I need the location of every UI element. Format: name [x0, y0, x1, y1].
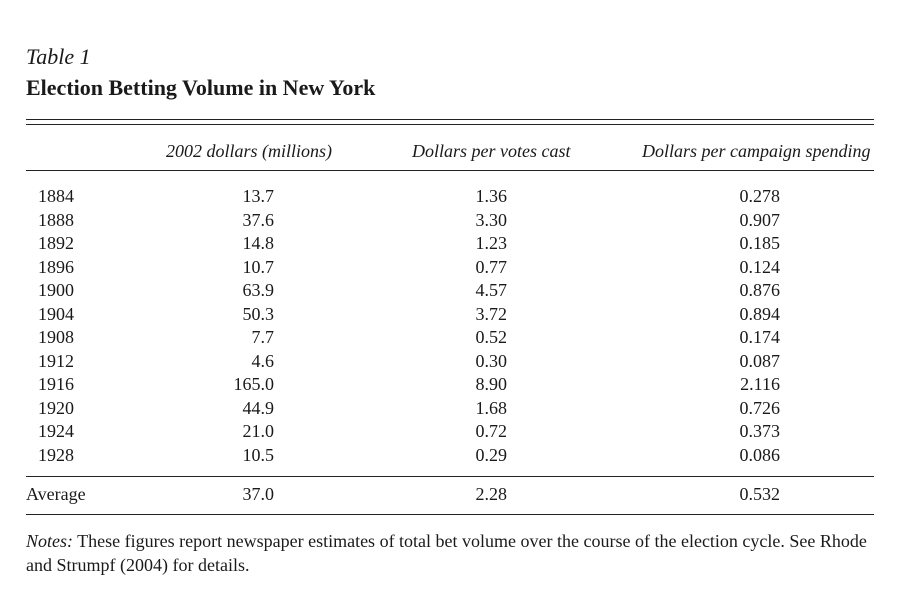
year-cell: 1908 — [38, 327, 74, 347]
header-rule — [26, 170, 874, 171]
notes-label: Notes: — [26, 531, 73, 551]
table-label: Table 1 — [26, 44, 91, 69]
bottom-rule — [26, 514, 874, 515]
table-row — [0, 397, 904, 421]
dollars-millions-cell: 44.9 — [242, 397, 274, 418]
table-row — [0, 303, 904, 327]
year-cell: 1884 — [38, 186, 74, 206]
dollars-per-vote-cell: 0.30 — [475, 350, 507, 371]
table-row — [0, 256, 904, 280]
dollars-millions-cell: 21.0 — [242, 421, 274, 441]
dollars-millions-cell: 165.0 — [233, 374, 274, 394]
table-notes — [26, 529, 886, 577]
notes-text: These figures report newspaper estimates of total bet volume over the course of the election cycle. See Rhode and Strumpf (2004) for details. — [26, 531, 867, 575]
dollars-per-campaign-cell: 0.124 — [739, 256, 780, 277]
average-row — [0, 482, 904, 506]
dollars-millions-cell: 14.8 — [242, 233, 274, 253]
table-row — [0, 232, 904, 256]
dollars-per-campaign-cell: 0.726 — [739, 397, 780, 418]
dollars-millions-cell: 10.7 — [242, 256, 274, 277]
dollars-millions-cell: 10.5 — [242, 444, 274, 465]
table-body — [0, 185, 904, 467]
dollars-millions-cell: 7.7 — [251, 327, 274, 347]
table-title: Election Betting Volume in New York — [26, 75, 376, 100]
dollars-per-campaign-cell: 0.086 — [739, 444, 780, 465]
year-cell: 1912 — [38, 350, 74, 371]
dollars-millions-cell: 50.3 — [242, 303, 274, 324]
table-row — [0, 350, 904, 374]
dollars-per-campaign-cell: 0.373 — [739, 421, 780, 441]
dollars-per-campaign-cell: 0.876 — [739, 280, 780, 300]
dollars-per-vote-cell: 3.72 — [475, 303, 507, 324]
average-label: Average — [26, 484, 86, 504]
dollars-per-campaign-cell: 0.174 — [739, 327, 780, 347]
dollars-per-campaign-cell: 0.087 — [739, 350, 780, 371]
average-dollars-per-campaign: 0.532 — [739, 484, 780, 504]
dollars-per-campaign-cell: 2.116 — [740, 374, 780, 394]
dollars-per-campaign-cell: 0.894 — [739, 303, 780, 324]
dollars-per-campaign-cell: 0.185 — [739, 233, 780, 253]
table-row — [0, 326, 904, 350]
dollars-millions-cell: 4.6 — [251, 350, 274, 371]
year-cell: 1920 — [38, 397, 74, 418]
dollars-millions-cell: 37.6 — [242, 209, 274, 230]
dollars-per-vote-cell: 0.29 — [475, 444, 507, 465]
year-cell: 1896 — [38, 256, 74, 277]
column-header-dollars-per-vote: Dollars per votes cast — [412, 141, 571, 161]
year-cell: 1904 — [38, 303, 74, 324]
column-header-dollars-millions: 2002 dollars (millions) — [166, 141, 333, 161]
year-cell: 1916 — [38, 374, 74, 394]
dollars-per-vote-cell: 1.68 — [475, 397, 507, 418]
dollars-per-vote-cell: 1.36 — [475, 186, 507, 206]
table-row — [0, 209, 904, 233]
table-row — [0, 279, 904, 303]
year-cell: 1892 — [38, 233, 74, 253]
dollars-millions-cell: 63.9 — [242, 280, 274, 300]
average-dollars-millions: 37.0 — [242, 484, 274, 504]
year-cell: 1888 — [38, 209, 74, 230]
dollars-per-vote-cell: 1.23 — [475, 233, 507, 253]
dollars-per-campaign-cell: 0.278 — [739, 186, 780, 206]
column-header-dollars-per-campaign: Dollars per campaign spending — [642, 141, 871, 161]
year-cell: 1900 — [38, 280, 74, 300]
dollars-per-vote-cell: 3.30 — [475, 209, 507, 230]
year-cell: 1928 — [38, 444, 74, 465]
table-row — [0, 444, 904, 468]
dollars-per-campaign-cell: 0.907 — [739, 209, 780, 230]
dollars-per-vote-cell: 0.72 — [475, 421, 507, 441]
average-dollars-per-vote: 2.28 — [475, 484, 507, 504]
table-row — [0, 185, 904, 209]
top-rule — [26, 119, 874, 120]
average-rule — [26, 476, 874, 477]
dollars-per-vote-cell: 4.57 — [475, 280, 507, 300]
dollars-per-vote-cell: 8.90 — [475, 374, 507, 394]
dollars-per-vote-cell: 0.52 — [475, 327, 507, 347]
dollars-millions-cell: 13.7 — [242, 186, 274, 206]
table-row — [0, 373, 904, 397]
top-rule-secondary — [26, 124, 874, 125]
year-cell: 1924 — [38, 421, 74, 441]
table-row — [0, 420, 904, 444]
dollars-per-vote-cell: 0.77 — [475, 256, 507, 277]
